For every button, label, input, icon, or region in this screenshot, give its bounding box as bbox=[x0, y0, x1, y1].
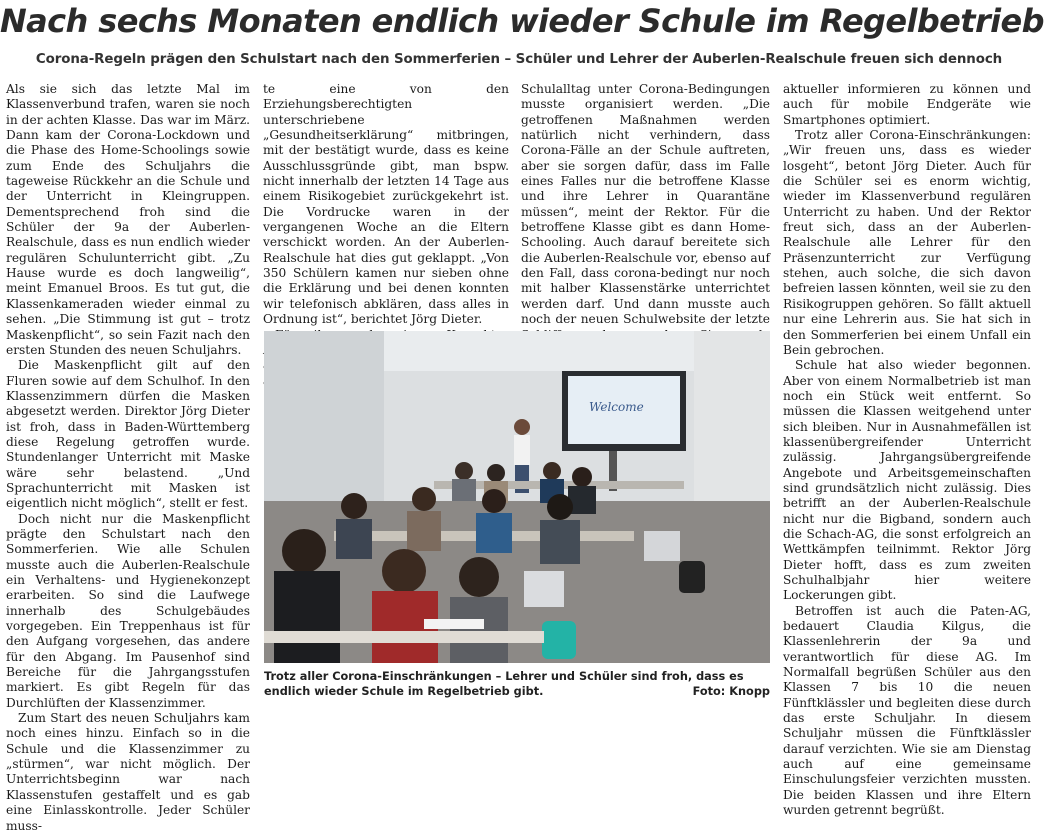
photo-caption bbox=[264, 669, 770, 699]
paragraph: Die Maskenpflicht gilt auf den Fluren sowie auf dem Schulhof. In den Klassenzimmern dürfen die Masken abgesetzt werden. Direktor Jörg Dieter ist froh, dass in Baden-Württemberg diese Regelung getroffen wurde. Stundenlanger Unterricht mit Maske wäre sehr belastend. „Und Sprachunterricht mit Masken ist eigentlich nicht möglich“, stellt er fest. bbox=[6, 358, 250, 511]
article-headline: Nach sechs Monaten endlich wieder Schule im Regelbetrieb bbox=[0, 2, 1044, 40]
article-column-2 bbox=[263, 82, 509, 327]
article-subheadline: Corona-Regeln prägen den Schulstart nach den Sommerferien – Schüler und Lehrer der Auberlen-Realschule freuen sich dennoch bbox=[35, 52, 1003, 67]
paragraph: Schule hat also wieder begonnen. Aber von einem Normalbetrieb ist man noch ein Stück weit entfernt. So müssen die Klassen weitgehend unter sich bleiben. Nur in Ausnahmefällen ist klassenübergreifender Unterricht zulässig. Jahrgangsübergreifende Angebote und Arbeitsgemeinschaften sind grundsätzlich nicht zulässig. Dies betrifft an der Auberlen-Realschule nicht nur die Bigband, sondern auch die Schach-AG, die sonst erfolgreich an Wettkämpfen teilnimmt. Rektor Jörg Dieter hofft, dass es zum zweiten Schulhalbjahr hier weitere Lockerungen gibt. bbox=[783, 358, 1031, 603]
paragraph: aktueller informieren zu können und auch für mobile Endgeräte wie Smartphones optimiert. bbox=[783, 82, 1031, 127]
paragraph: Doch nicht nur die Maskenpflicht prägte den Schulstart nach den Sommerferien. Wie alle Schulen musste auch die Auberlen-Realschule ein Verhaltens- und Hygienekonzept erarbeiten. So sind die Laufwege innerhalb des Schulgebäudes vorgegeben. Ein Treppenhaus ist für den Aufgang vorgesehen, das andere für den Abgang. Im Pausenhof sind Bereiche für die Jahrgangsstufen markiert. Es gibt Regeln für das Durchlüften der Klassenzimmer. bbox=[6, 511, 250, 710]
classroom-photo bbox=[264, 331, 770, 663]
paragraph: Betroffen ist auch die Paten-AG, bedauert Claudia Kilgus, die Klassenlehrerin der 9a und verantwortlich für diese AG. Im Normalfall begrüßen Schüler aus den Klassen 7 bis 10 die neuen Fünftklässler und begleiten diese durch das erste Schuljahr. In diesem Schuljahr müssen die Fünftklässler darauf verzichten. Wie sie am Dienstag auch auf eine gemeinsame Einschulungsfeier verzichten mussten. Die beiden Klassen und ihre Eltern wurden getrennt begrüßt. bbox=[783, 603, 1031, 818]
article-column-4 bbox=[783, 82, 1031, 818]
paragraph: Zum Start des neuen Schuljahrs kam noch eines hinzu. Einfach so in die Schule und die Klassenzimmer zu „stürmen“, war nicht möglich. Der Unterrichtsbeginn war nach Klassenstufen gestaffelt und es gab eine Einlasskontrolle. Jeder Schüler muss- bbox=[6, 711, 250, 833]
article-column-1 bbox=[6, 82, 250, 833]
paragraph: Trotz aller Corona-Einschränkungen: „Wir freuen uns, dass es wieder losgeht“, betont Jörg Dieter. Auch für die Schüler sei es enorm wichtig, wieder im Klassenverbund regulären Unterricht zu haben. Und der Rektor freut sich, dass an der Auberlen-Realschule alle Lehrer für den Präsenzunterricht zur Verfügung stehen, auch solche, die sich davon befreien lassen könnten, weil sie zu den Risikogruppen gehören. So fällt aktuell nur eine Lehrerin aus. Sie hat sich in den Sommerferien bei einem Unfall ein Bein gebrochen. bbox=[783, 128, 1031, 357]
caption-text: Trotz aller Corona-Einschränkungen – Lehrer und Schüler sind froh, dass es endlich wieder Schule im Regelbetrieb gibt. bbox=[264, 670, 744, 698]
paragraph: Schulalltag unter Corona-Bedingungen musste organisiert werden. „Die getroffenen Maßnahmen werden natürlich nicht verhindern, dass Corona-Fälle an der Schule auftreten, aber sie sorgen dafür, dass im Falle eines Falles nur die betroffene Klasse und ihre Lehrer in Quarantäne müssen“, meint der Rektor. Für die betroffene Klasse gibt es dann Home-Schooling. Auch darauf bereitete sich die Auberlen-Realschule vor, ebenso auf den Fall, dass corona-bedingt nur noch mit halber Klassenstärke unterrichtet werden darf. Und dann musste auch noch der neuen Schulwebsite der letzte bbox=[521, 82, 770, 327]
paragraph: Als sie sich das letzte Mal im Klassenverbund trafen, waren sie noch in der achten Klasse. Das war im März. Dann kam der Corona-Lockdown und die Phase des Home-Schoolings sowie zum Ende des Schuljahrs die tageweise Rückkehr an die Schule und der Unterricht in Kleingruppen. Dementsprechend froh sind die Schüler der 9a der Auberlen-Realschule, dass es nun endlich wieder regulären Schulunterricht gibt. „Zu Hause wurde es doch langweilig“, meint Emanuel Broos. Es tut gut, die Klassenkameraden wieder einmal zu sehen. „Die Stimmung ist gut – trotz Maskenpflicht“, so sein Fazit nach den ersten Stunden des neuen Schuljahrs. bbox=[6, 82, 250, 357]
svg-text:Welcome: Welcome bbox=[589, 400, 644, 414]
photo-credit: Foto: Knopp bbox=[692, 685, 770, 698]
paragraph: te eine von den Erziehungsberechtigten unterschriebene „Gesundheitserklärung“ mitbringen, mit der bestätigt wurde, dass es keine Ausschlussgründe gibt, man bspw. nicht innerhalb der letzten 14 Tage aus einem Risikogebiet zurückgekehrt ist. Die Vordrucke waren in der vergangenen Woche an die Eltern verschickt worden. An der Auberlen-Realschule hat dies gut geklappt. „Von 350 Schülern kamen nur sieben ohne die Erklärung und bei denen konnten wir telefonisch abklären, dass alles in Ordnung ist“, berichtet Jörg Dieter. bbox=[263, 82, 509, 327]
article-column-3 bbox=[521, 82, 770, 327]
